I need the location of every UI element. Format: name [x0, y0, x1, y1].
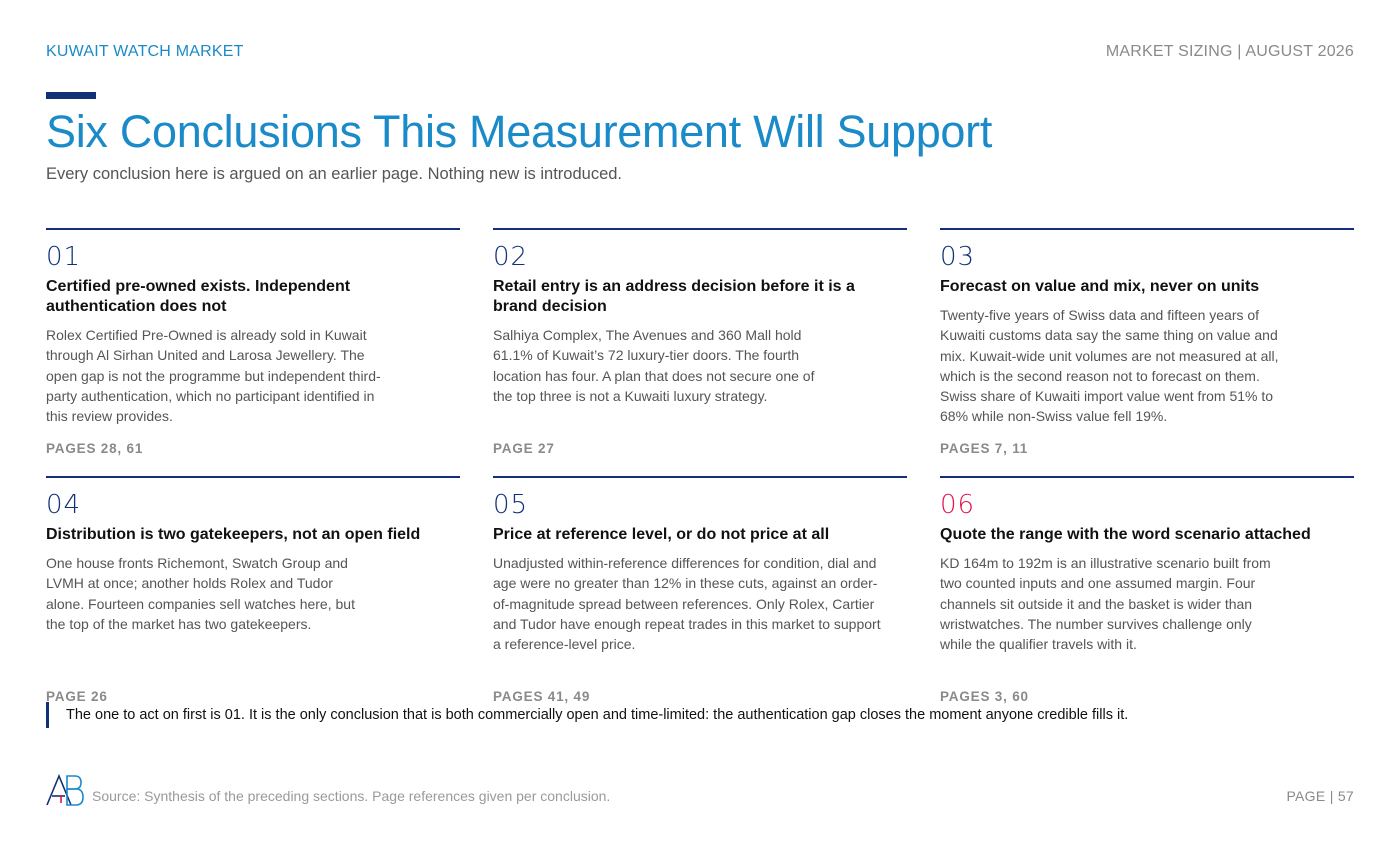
source-note: Source: Synthesis of the preceding sections. Page references given per conclusion.	[92, 788, 611, 804]
conclusion-heading: Quote the range with the word scenario attached	[940, 526, 1311, 543]
conclusion-number: 01	[46, 242, 82, 272]
page-reference: PAGES 28, 61	[46, 441, 144, 456]
conclusion-body: Salhiya Complex, The Avenues and 360 Mall hold 61.1% of Kuwait’s 72 luxury-tier doors. The fourth location has four. A plan that does not secure one of the top three is not a Kuwaiti luxury strategy.	[493, 327, 815, 404]
conclusion-body: Rolex Certified Pre-Owned is already sold in Kuwait through Al Sirhan United and Larosa Jewellery. The open gap is not the programme but independent third-party authentication, which no participant identified in this review provides.	[46, 327, 381, 425]
page-reference: PAGES 7, 11	[940, 441, 1029, 456]
conclusion-card-05	[493, 476, 907, 704]
conclusion-card-06	[940, 476, 1354, 704]
page-number: PAGE | 57	[1286, 788, 1354, 804]
report-date-label: MARKET SIZING | AUGUST 2026	[1105, 43, 1354, 60]
conclusion-card-03	[940, 228, 1354, 456]
ab-monogram-logo-icon	[46, 774, 84, 806]
conclusion-number: 02	[493, 242, 529, 272]
page-reference: PAGES 41, 49	[493, 689, 591, 704]
page-subtitle: Every conclusion here is argued on an earlier page. Nothing new is introduced.	[46, 165, 623, 183]
conclusion-number: 04	[46, 490, 82, 520]
conclusion-number: 06	[940, 490, 976, 520]
key-takeaway-callout: The one to act on first is 01. It is the only conclusion that is both commercially open and time-limited: the authentication gap closes the moment anyone credible fills it.	[46, 702, 1128, 728]
section-label: KUWAIT WATCH MARKET	[46, 43, 244, 60]
conclusion-heading: Certified pre-owned exists. Independent authentication does not	[46, 278, 351, 315]
conclusion-card-04	[46, 476, 460, 704]
conclusion-body: Unadjusted within-reference differences for condition, dial and age were no greater than 12% in these cuts, against an order-of-magnitude spread between references. Only Rolex, Cartier and Tudor have enough repeat trades in this market to support a reference-level price.	[493, 555, 881, 653]
conclusion-heading: Retail entry is an address decision before it is a brand decision	[493, 278, 855, 315]
conclusion-body: Twenty-five years of Swiss data and fifteen years of Kuwaiti customs data say the same thing on value and mix. Kuwait-wide unit volumes are not measured at all, which is the second reason not to forecast on them. Swiss share of Kuwaiti import value went from 51% to 68% while non-Swiss value fell 19%.	[940, 307, 1279, 425]
conclusion-card-02	[493, 228, 907, 456]
page-reference: PAGE 26	[46, 689, 108, 704]
conclusion-heading: Distribution is two gatekeepers, not an open field	[46, 526, 421, 543]
page-reference: PAGE 27	[493, 441, 555, 456]
title-accent-bar	[46, 92, 96, 99]
conclusion-body: One house fronts Richemont, Swatch Group and LVMH at once; another holds Rolex and Tudor alone. Fourteen companies sell watches here, but the top of the market has two gatekeepers.	[46, 555, 355, 632]
conclusion-number: 03	[940, 242, 976, 272]
conclusion-heading: Forecast on value and mix, never on units	[940, 278, 1260, 295]
conclusion-body: KD 164m to 192m is an illustrative scenario built from two counted inputs and one assumed margin. Four channels sit outside it and the basket is wider than wristwatches. The number survives challenge only while the qualifier travels with it.	[940, 555, 1271, 653]
conclusion-card-01	[46, 228, 460, 456]
conclusion-number: 05	[493, 490, 529, 520]
page-reference: PAGES 3, 60	[940, 689, 1029, 704]
page-title: Six Conclusions This Measurement Will Support	[46, 106, 993, 157]
conclusion-heading: Price at reference level, or do not price at all	[493, 526, 830, 543]
